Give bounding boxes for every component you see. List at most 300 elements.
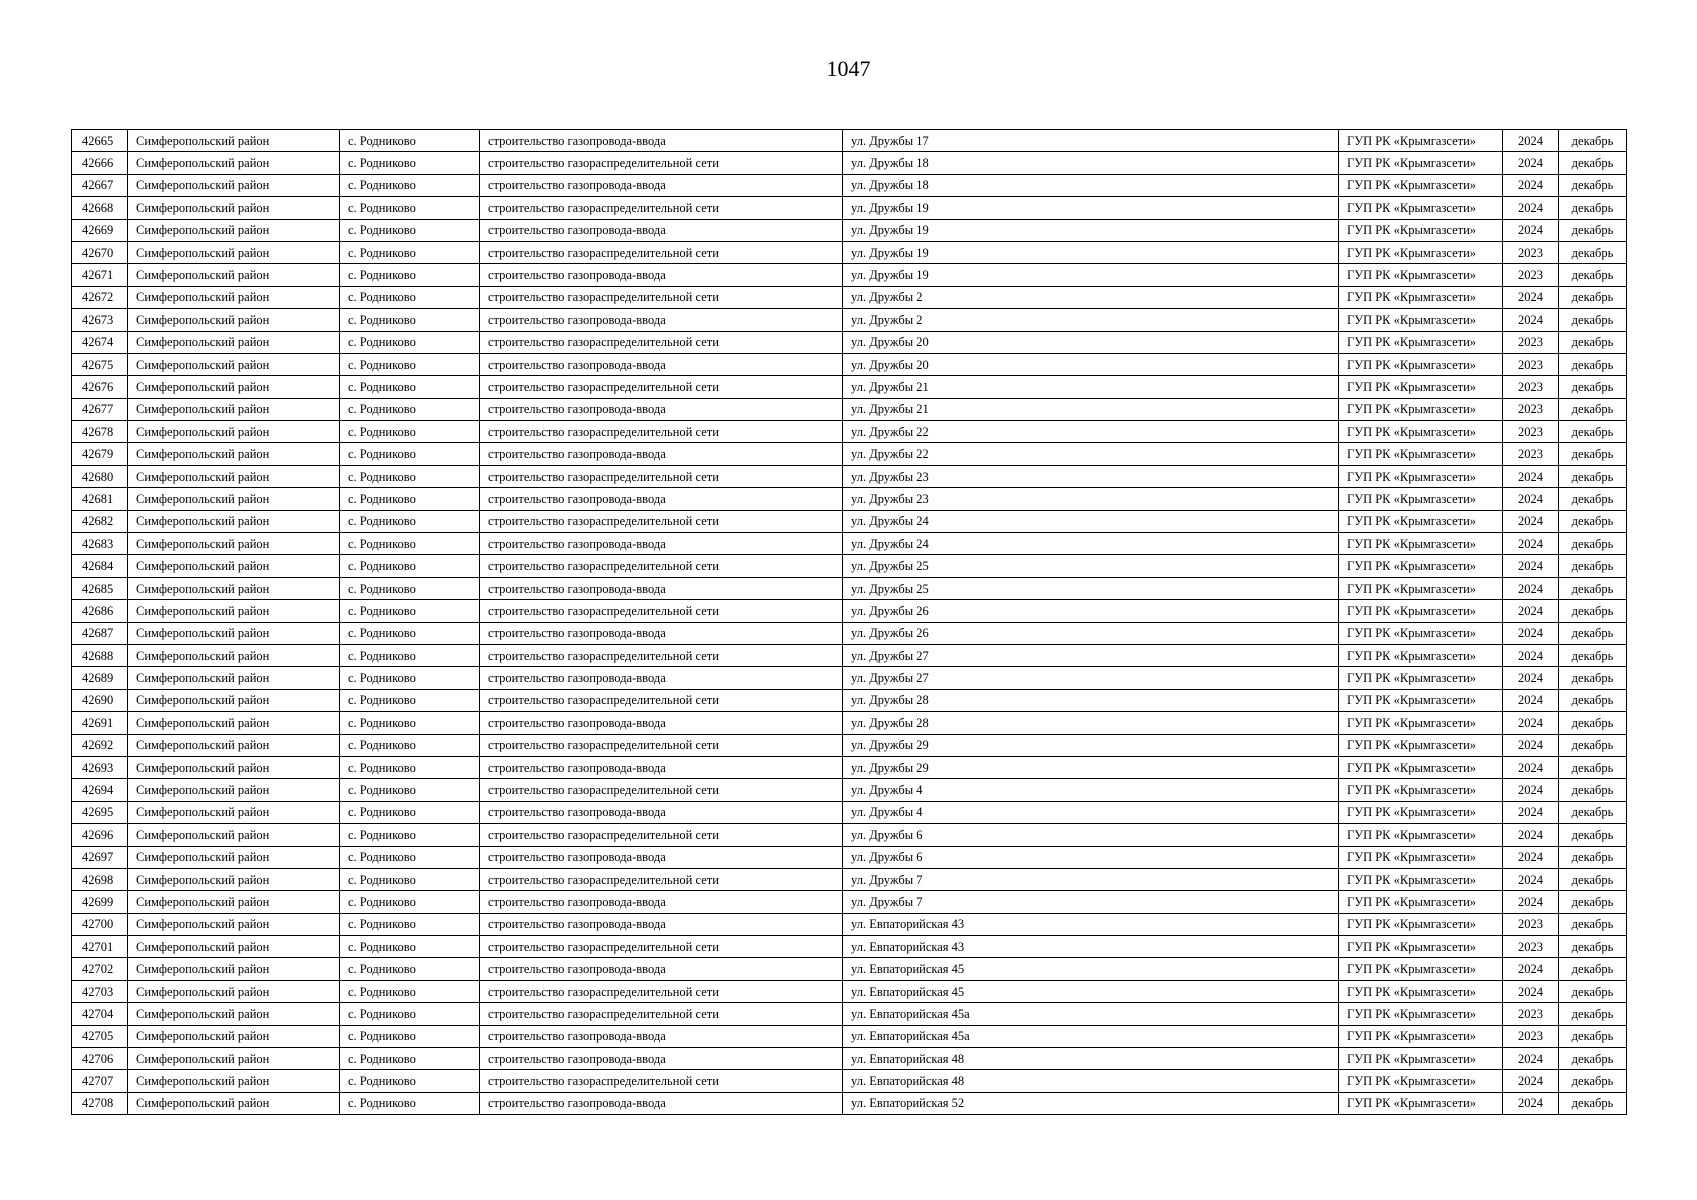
cell-address: ул. Дружбы 24: [843, 510, 1339, 532]
cell-address: ул. Дружбы 27: [843, 644, 1339, 666]
cell-organization: ГУП РК «Крымгазсети»: [1339, 174, 1503, 196]
cell-work-type: строительство газопровода-ввода: [480, 353, 843, 375]
cell-address: ул. Дружбы 19: [843, 219, 1339, 241]
cell-address: ул. Дружбы 17: [843, 130, 1339, 152]
table-row: [72, 264, 1627, 286]
cell-district: Симферопольский район: [128, 510, 340, 532]
cell-record-number: 42687: [72, 622, 128, 644]
cell-organization: ГУП РК «Крымгазсети»: [1339, 510, 1503, 532]
cell-organization: ГУП РК «Крымгазсети»: [1339, 219, 1503, 241]
cell-record-number: 42702: [72, 958, 128, 980]
cell-address: ул. Дружбы 29: [843, 734, 1339, 756]
table-row: [72, 600, 1627, 622]
cell-month: декабрь: [1559, 577, 1627, 599]
cell-month: декабрь: [1559, 644, 1627, 666]
cell-month: декабрь: [1559, 756, 1627, 778]
page-number: 1047: [826, 56, 871, 81]
table-row: [72, 219, 1627, 241]
cell-work-type: строительство газопровода-ввода: [480, 891, 843, 913]
cell-organization: ГУП РК «Крымгазсети»: [1339, 1070, 1503, 1092]
cell-month: декабрь: [1559, 913, 1627, 935]
cell-record-number: 42685: [72, 577, 128, 599]
cell-address: ул. Дружбы 19: [843, 197, 1339, 219]
cell-district: Симферопольский район: [128, 689, 340, 711]
cell-settlement: с. Родниково: [340, 152, 480, 174]
table-row: [72, 465, 1627, 487]
cell-month: декабрь: [1559, 555, 1627, 577]
cell-district: Симферопольский район: [128, 353, 340, 375]
cell-address: ул. Дружбы 19: [843, 264, 1339, 286]
cell-address: ул. Дружбы 28: [843, 712, 1339, 734]
cell-month: декабрь: [1559, 353, 1627, 375]
cell-month: декабрь: [1559, 734, 1627, 756]
cell-address: ул. Евпаторийская 45: [843, 958, 1339, 980]
cell-work-type: строительство газораспределительной сети: [480, 197, 843, 219]
cell-settlement: с. Родниково: [340, 913, 480, 935]
cell-organization: ГУП РК «Крымгазсети»: [1339, 286, 1503, 308]
cell-month: декабрь: [1559, 241, 1627, 263]
cell-month: декабрь: [1559, 891, 1627, 913]
cell-year: 2023: [1503, 398, 1559, 420]
cell-year: 2023: [1503, 443, 1559, 465]
cell-month: декабрь: [1559, 152, 1627, 174]
cell-month: декабрь: [1559, 219, 1627, 241]
cell-record-number: 42680: [72, 465, 128, 487]
cell-organization: ГУП РК «Крымгазсети»: [1339, 980, 1503, 1002]
cell-settlement: с. Родниково: [340, 286, 480, 308]
cell-district: Симферопольский район: [128, 130, 340, 152]
cell-month: декабрь: [1559, 264, 1627, 286]
cell-month: декабрь: [1559, 958, 1627, 980]
cell-month: декабрь: [1559, 600, 1627, 622]
table-row: [72, 891, 1627, 913]
cell-district: Симферопольский район: [128, 1003, 340, 1025]
cell-work-type: строительство газораспределительной сети: [480, 510, 843, 532]
cell-district: Симферопольский район: [128, 1092, 340, 1114]
cell-district: Симферопольский район: [128, 286, 340, 308]
cell-district: Симферопольский район: [128, 622, 340, 644]
cell-work-type: строительство газораспределительной сети: [480, 824, 843, 846]
cell-settlement: с. Родниково: [340, 331, 480, 353]
cell-address: ул. Дружбы 25: [843, 577, 1339, 599]
cell-work-type: строительство газораспределительной сети: [480, 600, 843, 622]
cell-district: Симферопольский район: [128, 712, 340, 734]
table-row: [72, 286, 1627, 308]
registry-body: [72, 130, 1627, 1115]
cell-record-number: 42706: [72, 1048, 128, 1070]
cell-record-number: 42678: [72, 421, 128, 443]
cell-year: 2024: [1503, 286, 1559, 308]
cell-year: 2023: [1503, 913, 1559, 935]
cell-work-type: строительство газораспределительной сети: [480, 980, 843, 1002]
cell-record-number: 42692: [72, 734, 128, 756]
cell-year: 2024: [1503, 533, 1559, 555]
cell-settlement: с. Родниково: [340, 667, 480, 689]
cell-month: декабрь: [1559, 376, 1627, 398]
cell-year: 2024: [1503, 465, 1559, 487]
cell-organization: ГУП РК «Крымгазсети»: [1339, 801, 1503, 823]
cell-settlement: с. Родниково: [340, 644, 480, 666]
cell-record-number: 42700: [72, 913, 128, 935]
cell-record-number: 42674: [72, 331, 128, 353]
cell-record-number: 42689: [72, 667, 128, 689]
cell-district: Симферопольский район: [128, 644, 340, 666]
cell-year: 2024: [1503, 868, 1559, 890]
cell-address: ул. Дружбы 2: [843, 309, 1339, 331]
table-row: [72, 779, 1627, 801]
cell-record-number: 42676: [72, 376, 128, 398]
cell-district: Симферопольский район: [128, 801, 340, 823]
cell-month: декабрь: [1559, 197, 1627, 219]
cell-district: Симферопольский район: [128, 577, 340, 599]
cell-record-number: 42691: [72, 712, 128, 734]
cell-month: декабрь: [1559, 846, 1627, 868]
cell-year: 2024: [1503, 1048, 1559, 1070]
table-row: [72, 936, 1627, 958]
cell-record-number: 42682: [72, 510, 128, 532]
cell-record-number: 42670: [72, 241, 128, 263]
cell-district: Симферопольский район: [128, 421, 340, 443]
cell-month: декабрь: [1559, 779, 1627, 801]
cell-organization: ГУП РК «Крымгазсети»: [1339, 264, 1503, 286]
cell-address: ул. Дружбы 26: [843, 600, 1339, 622]
cell-record-number: 42697: [72, 846, 128, 868]
cell-work-type: строительство газораспределительной сети: [480, 331, 843, 353]
cell-year: 2023: [1503, 421, 1559, 443]
table-row: [72, 241, 1627, 263]
cell-address: ул. Дружбы 6: [843, 846, 1339, 868]
table-row: [72, 309, 1627, 331]
cell-record-number: 42707: [72, 1070, 128, 1092]
cell-organization: ГУП РК «Крымгазсети»: [1339, 465, 1503, 487]
cell-year: 2024: [1503, 130, 1559, 152]
cell-work-type: строительство газораспределительной сети: [480, 421, 843, 443]
cell-work-type: строительство газораспределительной сети: [480, 1070, 843, 1092]
cell-organization: ГУП РК «Крымгазсети»: [1339, 734, 1503, 756]
cell-settlement: с. Родниково: [340, 1092, 480, 1114]
table-row: [72, 331, 1627, 353]
cell-settlement: с. Родниково: [340, 1025, 480, 1047]
cell-settlement: с. Родниково: [340, 421, 480, 443]
cell-year: 2024: [1503, 712, 1559, 734]
cell-address: ул. Дружбы 26: [843, 622, 1339, 644]
cell-year: 2024: [1503, 667, 1559, 689]
cell-record-number: 42696: [72, 824, 128, 846]
cell-work-type: строительство газораспределительной сети: [480, 555, 843, 577]
cell-settlement: с. Родниково: [340, 197, 480, 219]
cell-district: Симферопольский район: [128, 398, 340, 420]
cell-address: ул. Дружбы 23: [843, 488, 1339, 510]
cell-settlement: с. Родниково: [340, 779, 480, 801]
cell-month: декабрь: [1559, 622, 1627, 644]
cell-address: ул. Дружбы 23: [843, 465, 1339, 487]
cell-settlement: с. Родниково: [340, 488, 480, 510]
cell-year: 2024: [1503, 555, 1559, 577]
cell-work-type: строительство газопровода-ввода: [480, 219, 843, 241]
cell-organization: ГУП РК «Крымгазсети»: [1339, 1092, 1503, 1114]
cell-record-number: 42673: [72, 309, 128, 331]
cell-work-type: строительство газопровода-ввода: [480, 622, 843, 644]
cell-record-number: 42688: [72, 644, 128, 666]
table-row: [72, 421, 1627, 443]
cell-month: декабрь: [1559, 1025, 1627, 1047]
cell-month: декабрь: [1559, 443, 1627, 465]
cell-work-type: строительство газораспределительной сети: [480, 689, 843, 711]
cell-organization: ГУП РК «Крымгазсети»: [1339, 689, 1503, 711]
cell-address: ул. Дружбы 2: [843, 286, 1339, 308]
cell-organization: ГУП РК «Крымгазсети»: [1339, 1003, 1503, 1025]
cell-settlement: с. Родниково: [340, 824, 480, 846]
cell-district: Симферопольский район: [128, 980, 340, 1002]
cell-organization: ГУП РК «Крымгазсети»: [1339, 152, 1503, 174]
cell-organization: ГУП РК «Крымгазсети»: [1339, 197, 1503, 219]
cell-organization: ГУП РК «Крымгазсети»: [1339, 353, 1503, 375]
cell-work-type: строительство газопровода-ввода: [480, 577, 843, 599]
cell-record-number: 42690: [72, 689, 128, 711]
cell-record-number: 42701: [72, 936, 128, 958]
cell-district: Симферопольский район: [128, 264, 340, 286]
cell-district: Симферопольский район: [128, 197, 340, 219]
cell-address: ул. Евпаторийская 52: [843, 1092, 1339, 1114]
cell-month: декабрь: [1559, 421, 1627, 443]
cell-year: 2024: [1503, 510, 1559, 532]
cell-organization: ГУП РК «Крымгазсети»: [1339, 555, 1503, 577]
cell-record-number: 42693: [72, 756, 128, 778]
cell-work-type: строительство газопровода-ввода: [480, 174, 843, 196]
cell-month: декабрь: [1559, 936, 1627, 958]
cell-year: 2024: [1503, 197, 1559, 219]
cell-month: декабрь: [1559, 1070, 1627, 1092]
cell-year: 2024: [1503, 801, 1559, 823]
cell-year: 2023: [1503, 241, 1559, 263]
cell-year: 2024: [1503, 846, 1559, 868]
table-row: [72, 734, 1627, 756]
cell-settlement: с. Родниково: [340, 376, 480, 398]
cell-organization: ГУП РК «Крымгазсети»: [1339, 891, 1503, 913]
table-row: [72, 667, 1627, 689]
cell-organization: ГУП РК «Крымгазсети»: [1339, 622, 1503, 644]
cell-year: 2024: [1503, 577, 1559, 599]
cell-organization: ГУП РК «Крымгазсети»: [1339, 488, 1503, 510]
table-row: [72, 1048, 1627, 1070]
cell-organization: ГУП РК «Крымгазсети»: [1339, 1048, 1503, 1070]
cell-work-type: строительство газораспределительной сети: [480, 152, 843, 174]
cell-settlement: с. Родниково: [340, 868, 480, 890]
cell-work-type: строительство газопровода-ввода: [480, 913, 843, 935]
cell-month: декабрь: [1559, 1003, 1627, 1025]
cell-record-number: 42703: [72, 980, 128, 1002]
cell-district: Симферопольский район: [128, 868, 340, 890]
cell-organization: ГУП РК «Крымгазсети»: [1339, 533, 1503, 555]
cell-organization: ГУП РК «Крымгазсети»: [1339, 824, 1503, 846]
cell-address: ул. Дружбы 18: [843, 174, 1339, 196]
cell-organization: ГУП РК «Крымгазсети»: [1339, 577, 1503, 599]
table-row: [72, 913, 1627, 935]
cell-record-number: 42681: [72, 488, 128, 510]
cell-year: 2023: [1503, 1003, 1559, 1025]
cell-record-number: 42708: [72, 1092, 128, 1114]
cell-settlement: с. Родниково: [340, 958, 480, 980]
cell-work-type: строительство газопровода-ввода: [480, 1092, 843, 1114]
cell-district: Симферопольский район: [128, 1025, 340, 1047]
cell-settlement: с. Родниково: [340, 174, 480, 196]
cell-organization: ГУП РК «Крымгазсети»: [1339, 644, 1503, 666]
cell-month: декабрь: [1559, 286, 1627, 308]
cell-record-number: 42699: [72, 891, 128, 913]
cell-settlement: с. Родниково: [340, 241, 480, 263]
cell-organization: ГУП РК «Крымгазсети»: [1339, 779, 1503, 801]
cell-district: Симферопольский район: [128, 488, 340, 510]
cell-address: ул. Дружбы 21: [843, 376, 1339, 398]
cell-address: ул. Евпаторийская 43: [843, 936, 1339, 958]
cell-organization: ГУП РК «Крымгазсети»: [1339, 421, 1503, 443]
cell-work-type: строительство газораспределительной сети: [480, 241, 843, 263]
cell-year: 2024: [1503, 891, 1559, 913]
table-row: [72, 353, 1627, 375]
cell-district: Симферопольский район: [128, 555, 340, 577]
cell-work-type: строительство газопровода-ввода: [480, 264, 843, 286]
cell-year: 2024: [1503, 1070, 1559, 1092]
table-row: [72, 376, 1627, 398]
cell-month: декабрь: [1559, 868, 1627, 890]
cell-district: Симферопольский район: [128, 174, 340, 196]
cell-district: Симферопольский район: [128, 756, 340, 778]
cell-work-type: строительство газопровода-ввода: [480, 801, 843, 823]
cell-settlement: с. Родниково: [340, 309, 480, 331]
cell-address: ул. Дружбы 28: [843, 689, 1339, 711]
cell-settlement: с. Родниково: [340, 734, 480, 756]
cell-district: Симферопольский район: [128, 443, 340, 465]
cell-address: ул. Дружбы 22: [843, 421, 1339, 443]
cell-district: Симферопольский район: [128, 667, 340, 689]
cell-district: Симферопольский район: [128, 824, 340, 846]
cell-year: 2024: [1503, 824, 1559, 846]
cell-organization: ГУП РК «Крымгазсети»: [1339, 331, 1503, 353]
cell-month: декабрь: [1559, 824, 1627, 846]
cell-address: ул. Дружбы 4: [843, 801, 1339, 823]
cell-year: 2024: [1503, 1092, 1559, 1114]
cell-work-type: строительство газораспределительной сети: [480, 644, 843, 666]
cell-month: декабрь: [1559, 689, 1627, 711]
cell-month: декабрь: [1559, 309, 1627, 331]
cell-work-type: строительство газопровода-ввода: [480, 667, 843, 689]
table-row: [72, 398, 1627, 420]
cell-address: ул. Евпаторийская 43: [843, 913, 1339, 935]
table-row: [72, 1070, 1627, 1092]
table-row: [72, 801, 1627, 823]
cell-district: Симферопольский район: [128, 241, 340, 263]
cell-address: ул. Дружбы 20: [843, 331, 1339, 353]
cell-work-type: строительство газопровода-ввода: [480, 1025, 843, 1047]
cell-record-number: 42686: [72, 600, 128, 622]
cell-work-type: строительство газораспределительной сети: [480, 779, 843, 801]
cell-organization: ГУП РК «Крымгазсети»: [1339, 913, 1503, 935]
cell-settlement: с. Родниково: [340, 533, 480, 555]
cell-address: ул. Дружбы 20: [843, 353, 1339, 375]
cell-month: декабрь: [1559, 533, 1627, 555]
cell-settlement: с. Родниково: [340, 936, 480, 958]
cell-record-number: 42667: [72, 174, 128, 196]
cell-year: 2024: [1503, 600, 1559, 622]
table-row: [72, 756, 1627, 778]
cell-settlement: с. Родниково: [340, 846, 480, 868]
cell-address: ул. Дружбы 7: [843, 868, 1339, 890]
table-row: [72, 555, 1627, 577]
cell-address: ул. Дружбы 27: [843, 667, 1339, 689]
cell-settlement: с. Родниково: [340, 219, 480, 241]
cell-work-type: строительство газопровода-ввода: [480, 533, 843, 555]
cell-year: 2023: [1503, 353, 1559, 375]
cell-settlement: с. Родниково: [340, 577, 480, 599]
cell-work-type: строительство газопровода-ввода: [480, 130, 843, 152]
table-row: [72, 689, 1627, 711]
cell-month: декабрь: [1559, 130, 1627, 152]
cell-record-number: 42679: [72, 443, 128, 465]
cell-record-number: 42672: [72, 286, 128, 308]
cell-district: Симферопольский район: [128, 533, 340, 555]
cell-address: ул. Дружбы 24: [843, 533, 1339, 555]
cell-address: ул. Дружбы 21: [843, 398, 1339, 420]
cell-settlement: с. Родниково: [340, 264, 480, 286]
table-row: [72, 1092, 1627, 1114]
cell-year: 2023: [1503, 376, 1559, 398]
registry-table: [71, 129, 1627, 1115]
cell-month: декабрь: [1559, 980, 1627, 1002]
cell-organization: ГУП РК «Крымгазсети»: [1339, 712, 1503, 734]
cell-address: ул. Дружбы 7: [843, 891, 1339, 913]
cell-month: декабрь: [1559, 667, 1627, 689]
cell-year: 2024: [1503, 689, 1559, 711]
cell-settlement: с. Родниково: [340, 712, 480, 734]
cell-settlement: с. Родниково: [340, 1003, 480, 1025]
cell-work-type: строительство газопровода-ввода: [480, 958, 843, 980]
cell-settlement: с. Родниково: [340, 555, 480, 577]
cell-address: ул. Дружбы 4: [843, 779, 1339, 801]
cell-work-type: строительство газопровода-ввода: [480, 1048, 843, 1070]
cell-district: Симферопольский район: [128, 152, 340, 174]
cell-organization: ГУП РК «Крымгазсети»: [1339, 130, 1503, 152]
cell-year: 2024: [1503, 734, 1559, 756]
cell-month: декабрь: [1559, 398, 1627, 420]
cell-district: Симферопольский район: [128, 913, 340, 935]
table-row: [72, 130, 1627, 152]
table-row: [72, 712, 1627, 734]
table-row: [72, 644, 1627, 666]
cell-organization: ГУП РК «Крымгазсети»: [1339, 443, 1503, 465]
table-row: [72, 622, 1627, 644]
cell-year: 2024: [1503, 488, 1559, 510]
cell-year: 2024: [1503, 309, 1559, 331]
cell-settlement: с. Родниково: [340, 622, 480, 644]
table-row: [72, 510, 1627, 532]
cell-district: Симферопольский район: [128, 846, 340, 868]
cell-address: ул. Дружбы 6: [843, 824, 1339, 846]
cell-work-type: строительство газораспределительной сети: [480, 868, 843, 890]
cell-work-type: строительство газопровода-ввода: [480, 443, 843, 465]
cell-organization: ГУП РК «Крымгазсети»: [1339, 756, 1503, 778]
cell-record-number: 42695: [72, 801, 128, 823]
cell-address: ул. Евпаторийская 45: [843, 980, 1339, 1002]
cell-work-type: строительство газораспределительной сети: [480, 1003, 843, 1025]
cell-settlement: с. Родниково: [340, 801, 480, 823]
cell-address: ул. Дружбы 19: [843, 241, 1339, 263]
cell-organization: ГУП РК «Крымгазсети»: [1339, 398, 1503, 420]
cell-month: декабрь: [1559, 331, 1627, 353]
cell-organization: ГУП РК «Крымгазсети»: [1339, 376, 1503, 398]
table-row: [72, 488, 1627, 510]
table-row: [72, 197, 1627, 219]
table-row: [72, 443, 1627, 465]
